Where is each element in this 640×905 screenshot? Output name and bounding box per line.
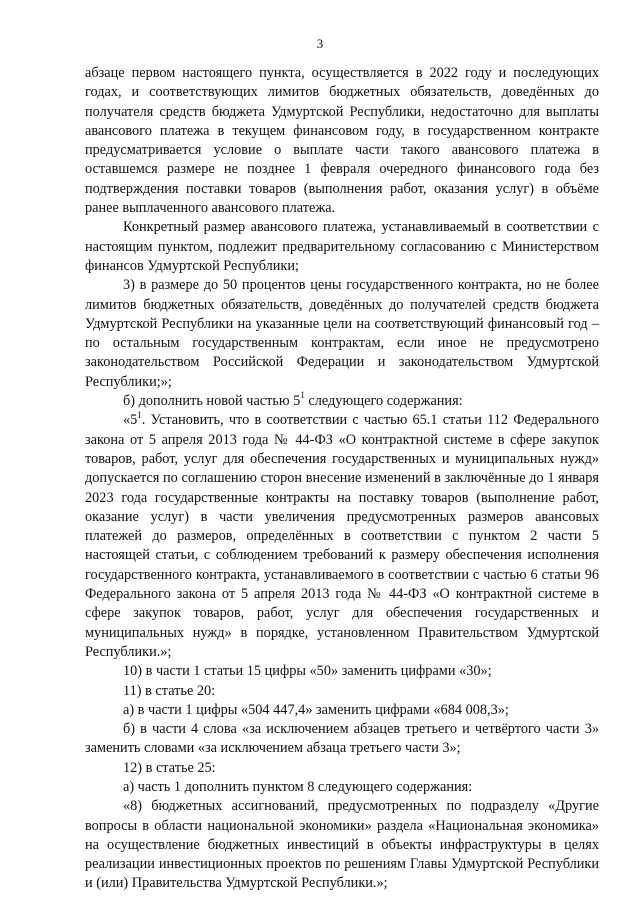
page-number: 3 <box>316 36 324 51</box>
paragraph-item-11-b: б) в части 4 слова «за исключением абзацев третьего и четвёртого части 3» заменить словами «за исключением абзаца третьего части 3»; <box>85 721 599 757</box>
paragraph-text: «5 <box>123 412 138 429</box>
paragraph-item-12-a: а) часть 1 дополнить пунктом 8 следующего содержания: <box>123 778 473 795</box>
superscript: 1 <box>137 409 142 420</box>
paragraph-item-11-a: а) в части 1 цифры «504 447,4» заменить цифрами «684 008,3»; <box>123 701 509 718</box>
superscript: 1 <box>300 390 305 401</box>
paragraph-item-10: 10) в части 1 статьи 15 цифры «50» заменить цифрами «30»; <box>123 663 492 680</box>
paragraph-text: б) дополнить новой частью 5 <box>123 393 301 410</box>
paragraph-advance-amount: Конкретный размер авансового платежа, устанавливаемый в соответствии с настоящим пунктом, подлежит предварительному согласованию с Министерством финансов Удмуртской Республики; <box>85 219 599 274</box>
paragraph-item-3: 3) в размере до 50 процентов цены государственного контракта, но не более лимитов бюджетных обязательств, доведённых до получателей средств бюджета Удмуртской Республики на указанные цели на соответствующий финансовый год – по остальным государственным контрактам, если иное не предусмотрено законодательством Российской Федерации и законодательством Удмуртской Республики;»; <box>85 277 599 390</box>
body-text <box>85 64 599 894</box>
paragraph-item-8-text: «8) бюджетных ассигнований, предусмотренных по подразделу «Другие вопросы в области национальной экономики» раздела «Национальная экономика» на осуществление бюджетных инвестиций в объекты инфраструктуры в целях реализации инвестиционных проектов по решениям Главы Удмуртской Республики и (или) Правительства Удмуртской Республики.»; <box>85 798 599 892</box>
paragraph-add-part-5-1 <box>85 392 599 411</box>
paragraph-text: следующего содержания: <box>304 393 463 410</box>
paragraph-text: . Установить, что в соответствии с частью 65.1 статьи 112 Федерального закона от 5 апреля 2013 года № 44-ФЗ «О контрактной системе в сфере закупок товаров, работ, услуг для обеспечения государственных и муниципальных нужд» допускается по соглашению сторон внесение изменений в заключённые до 1 января 2023 года государственные контракты на поставку товаров (выполнение работ, оказание услуг) в части увеличения предусмотренных размеров авансовых платежей до размеров, определённых в соответствии с пунктом 2 части 5 настоящей статьи, с соблюдением требований к размеру обеспечения исполнения государственного контракта, устанавливаемого в соответствии с частью 6 статьи 96 Федерального закона от 5 апреля 2013 года № 44-ФЗ «О контрактной системе в сфере закупок товаров, работ, услуг для обеспечения государственных и муниципальных нужд» в порядке, установленном Правительством Удмуртской Республики.»; <box>85 412 599 660</box>
paragraph-part-5-1-text <box>85 411 599 662</box>
paragraph-continuation: абзаце первом настоящего пункта, осуществляется в 2022 году и последующих годах, и соответствующих лимитов бюджетных обязательств, доведённых до получателя средств бюджета Удмуртской Республики, недостаточно для выплаты авансового платежа в текущем финансовом году, в государственном контракте предусматривается условие о выплате части такого авансового платежа в оставшемся размере не позднее 1 февраля очередного финансового года без подтверждения поставки товаров (выполнения работ, оказания услуг) в объёме ранее выплаченного авансового платежа. <box>85 65 599 217</box>
paragraph-item-11: 11) в статье 20: <box>123 682 216 699</box>
paragraph-item-12: 12) в статье 25: <box>123 759 216 776</box>
